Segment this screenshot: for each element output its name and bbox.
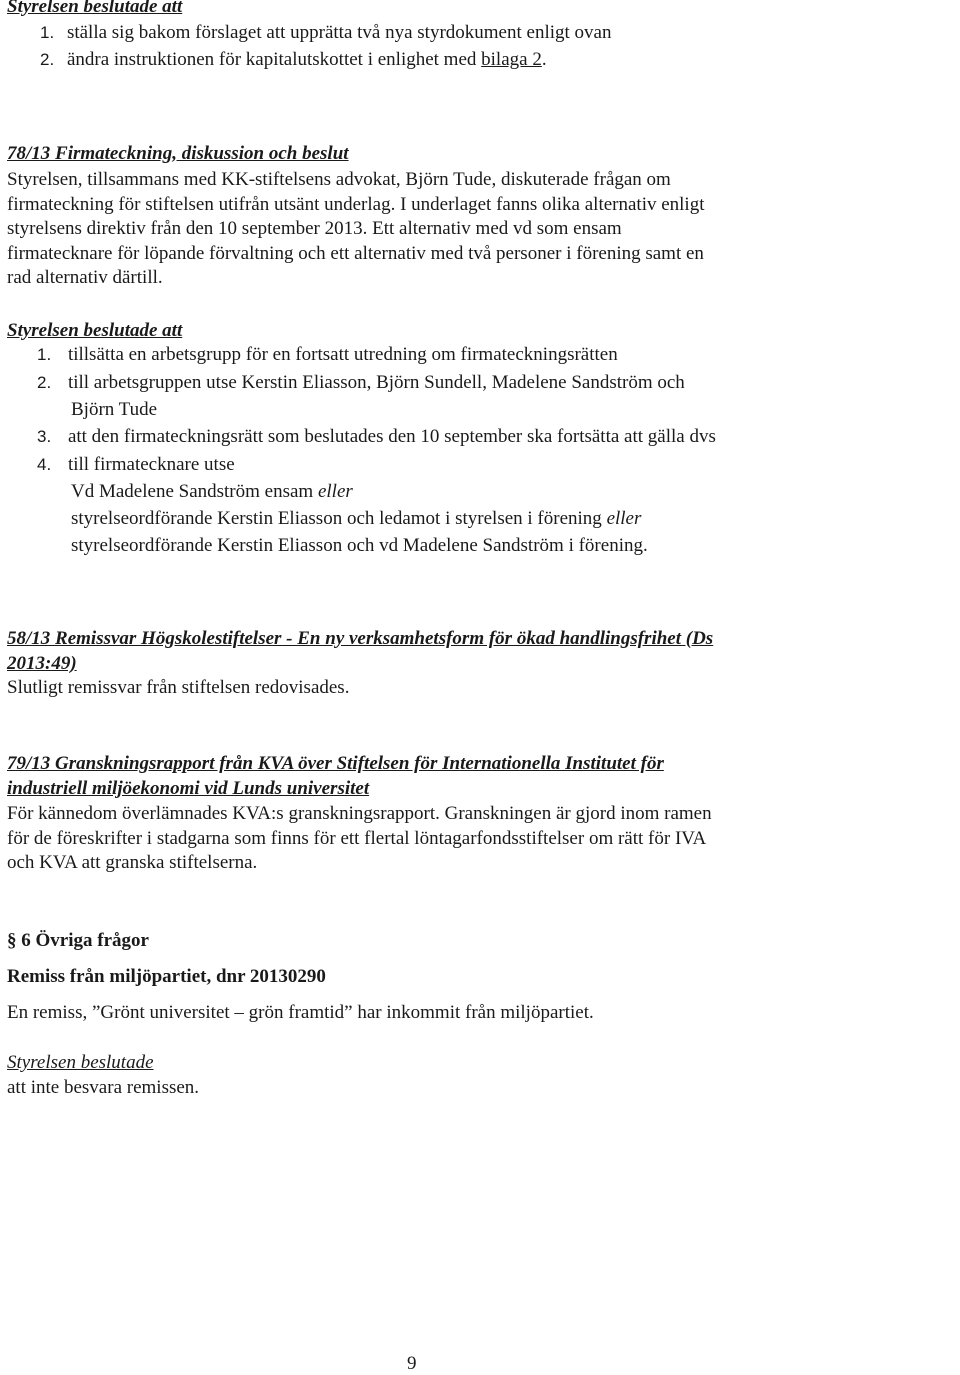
signatory-conjunction: eller [606, 508, 642, 529]
paragraph-line: firmateckning för stiftelsen utifrån utsänt underlag. I underlaget fanns olika alternativ enligt [7, 193, 705, 215]
signatory-text: Vd Madelene Sandström ensam [71, 481, 318, 502]
decision-item-4 [37, 454, 235, 476]
list-number: 2. [37, 373, 52, 392]
list-item-2 [40, 49, 547, 71]
signatory-conjunction: eller [317, 481, 353, 502]
list-item-text: ändra instruktionen för kapitalutskottet i enlighet med [66, 49, 482, 70]
paragraph-line: För kännedom överlämnades KVA:s granskningsrapport. Granskningen är gjord inom ramen [7, 803, 712, 824]
list-item-text: till firmatecknare utse [67, 454, 235, 475]
paragraph-line: firmatecknare för löpande förvaltning och ett alternativ med två personer i förening samt en [7, 242, 704, 264]
decision-item-3 [37, 426, 716, 448]
paragraph-line: för de föreskrifter i stadgarna som finns för ett flertal löntagarfondsstiftelser om rätt för IVA [7, 827, 707, 849]
list-item-text: till arbetsgruppen utse Kerstin Eliasson, Björn Sundell, Madelene Sandström och [67, 372, 685, 393]
subsection-heading: Remiss från miljöpartiet, dnr 20130290 [7, 966, 326, 987]
section-heading-58: 58/13 Remissvar Högskolestiftelser - En ny verksamhetsform för ökad handlingsfrihet (Ds [7, 628, 714, 649]
decision-heading-6: Styrelsen beslutade [7, 1052, 154, 1073]
list-item-text: ställa sig bakom förslaget att upprätta två nya styrdokument enligt ovan [66, 22, 612, 43]
list-number: 1. [37, 345, 52, 364]
signatory-text: styrelseordförande Kerstin Eliasson och vd Madelene Sandström i förening. [71, 535, 648, 556]
signatory-option-2 [71, 508, 641, 530]
paragraph-line: Styrelsen, tillsammans med KK-stiftelsens advokat, Björn Tude, diskuterade frågan om [7, 169, 671, 190]
list-number: 3. [37, 427, 52, 446]
signatory-text: styrelseordförande Kerstin Eliasson och ledamot i styrelsen i förening [71, 508, 607, 529]
list-number: 4. [37, 455, 52, 474]
section-heading-79-cont: industriell miljöekonomi vid Lunds universitet [7, 778, 370, 799]
section-heading-79: 79/13 Granskningsrapport från KVA över Stiftelsen för Internationella Institutet för [7, 753, 664, 774]
list-item-suffix: . [541, 49, 547, 70]
signatory-option-3 [71, 535, 648, 557]
section-78-paragraph [7, 168, 705, 291]
decision-item-1 [37, 344, 618, 366]
list-item-1 [40, 22, 611, 44]
paragraph-line: rad alternativ därtill. [7, 267, 163, 288]
page-number: 9 [407, 1353, 417, 1374]
list-number: 2. [40, 50, 55, 69]
section-79-paragraph [7, 802, 712, 876]
paragraph-line: styrelsens direktiv från den 10 september 2013. Ett alternativ med vd som ensam [7, 218, 622, 239]
decision-item-2 [37, 372, 685, 394]
section-58-text: Slutligt remissvar från stiftelsen redovisades. [7, 677, 350, 698]
decision-text-6: att inte besvara remissen. [7, 1077, 200, 1098]
section-heading-58-cont: 2013:49) [7, 653, 77, 674]
list-item-continuation: Björn Tude [71, 399, 158, 420]
list-item-text: att den firmateckningsrätt som beslutades den 10 september ska fortsätta att gälla dvs [67, 426, 716, 447]
section-heading-78: 78/13 Firmateckning, diskussion och beslut [7, 143, 349, 164]
decision-heading-top: Styrelsen beslutade att [7, 0, 183, 17]
decision-heading-78: Styrelsen beslutade att [7, 320, 183, 341]
list-number: 1. [40, 23, 55, 42]
attachment-link[interactable]: bilaga 2 [481, 49, 542, 70]
paragraph-line: och KVA att granska stiftelserna. [7, 852, 258, 873]
section-heading-6: § 6 Övriga frågor [7, 930, 149, 951]
signatory-option-1 [71, 481, 353, 503]
list-item-text: tillsätta en arbetsgrupp för en fortsatt utredning om firmateckningsrätten [67, 344, 618, 365]
remiss-text: En remiss, ”Grönt universitet – grön framtid” har inkommit från miljöpartiet. [7, 1002, 594, 1023]
